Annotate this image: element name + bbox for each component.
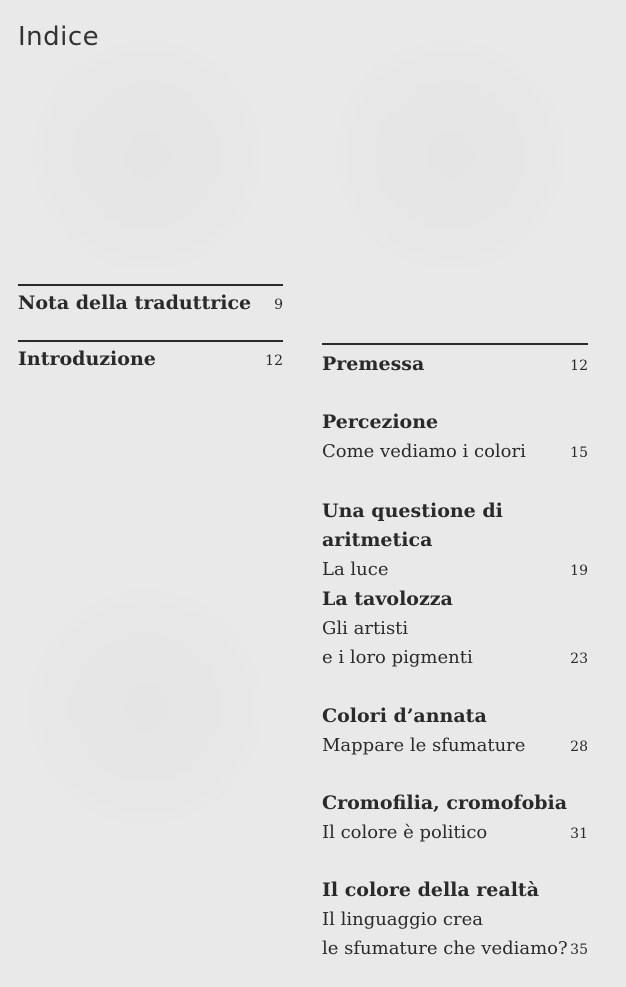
section-heading: Cromofilia, cromofobia (322, 792, 568, 814)
section-heading: Percezione (322, 411, 439, 433)
section-page: 31 (570, 826, 588, 842)
entry-title: Introduzione (18, 348, 156, 370)
toc-entry-introduzione (18, 348, 283, 370)
section-heading: Una questione di aritmetica (322, 500, 503, 551)
entry-title: Nota della traduttrice (18, 292, 252, 314)
section-page: 15 (570, 445, 588, 461)
section-subtitle: La luce (322, 559, 389, 580)
section-heading: Colori d’annata (322, 705, 487, 727)
section-subtitle: Mappare le sfumature (322, 735, 526, 756)
toc-section-cromofilia (322, 789, 588, 847)
toc-section-realta (322, 876, 588, 963)
toc-section-percezione (322, 408, 588, 466)
section-subtitle: Il linguaggio crea (322, 909, 483, 930)
toc-section-premessa (322, 350, 588, 379)
section-heading: Premessa (322, 353, 425, 375)
section-subtitle: Gli artisti (322, 618, 409, 639)
toc-section-tavolozza (322, 585, 588, 672)
section-page: 35 (570, 942, 588, 958)
section-subtitle: Il colore è politico (322, 822, 488, 843)
toc-section-annata (322, 702, 588, 760)
divider (18, 284, 283, 286)
section-subtitle: e i loro pigmenti (322, 647, 473, 668)
show-through-circle (28, 590, 263, 825)
toc-section-aritmetica (322, 497, 588, 584)
section-heading: Il colore della realtà (322, 879, 540, 901)
show-through-circle (32, 40, 262, 270)
section-page: 28 (570, 739, 588, 755)
section-subtitle: le sfumature che vediamo? (322, 938, 568, 959)
section-page: 12 (570, 358, 588, 374)
show-through-circle (335, 40, 565, 270)
section-page: 23 (570, 651, 588, 667)
section-subtitle: Come vediamo i colori (322, 441, 526, 462)
section-heading: La tavolozza (322, 588, 453, 610)
section-page: 19 (570, 563, 588, 579)
page-title: Indice (18, 22, 100, 52)
entry-page: 12 (265, 353, 283, 369)
toc-entry-nota (18, 292, 283, 314)
divider (322, 343, 588, 345)
divider (18, 340, 283, 342)
entry-page: 9 (274, 297, 283, 313)
